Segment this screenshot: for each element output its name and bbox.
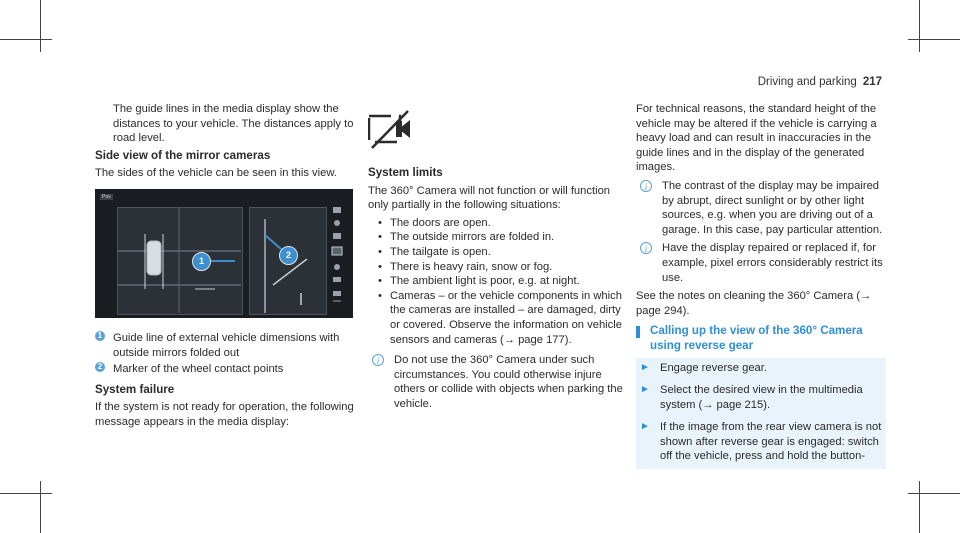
crop-mark — [908, 39, 960, 40]
step-arrow-icon: ► — [640, 361, 650, 373]
camera-screen-image — [95, 189, 353, 318]
middle-column — [368, 108, 624, 416]
left-column-lower — [95, 331, 357, 433]
crop-mark — [0, 493, 52, 494]
crop-mark — [919, 481, 920, 533]
callout-1: 1 — [192, 252, 211, 271]
cleaning-text: See the notes on cleaning the 360° Camera (→ page 294). — [636, 290, 872, 317]
caption-1: Guide line of external vehicle dimensions with outside mirrors folded out — [113, 332, 340, 359]
crop-mark — [908, 493, 960, 494]
side-view-text: The sides of the vehicle can be seen in this view. — [95, 167, 337, 180]
step-text: Select the desired view in the multimedia system (→ page 215). — [660, 384, 863, 411]
camera-overlay — [95, 189, 353, 318]
failure-text: If the system is not ready for operation, the following message appears in the media display: — [95, 401, 354, 428]
screen-tag: Pos — [102, 194, 111, 200]
limits-note: Do not use the 360° Camera under such circumstances. You could otherwise injure others or collide with objects when parking the vehicle. — [394, 354, 623, 410]
list-item: • The tailgate is open. — [368, 245, 624, 260]
crop-mark — [40, 481, 41, 533]
right-column — [636, 102, 886, 469]
failure-heading: System failure — [95, 382, 175, 396]
step-arrow-icon: ► — [640, 421, 650, 433]
list-item: • The outside mirrors are folded in. — [368, 230, 624, 245]
info-icon: i — [640, 242, 652, 254]
repair-note: Have the display repaired or replaced if, for example, pixel errors considerably restrict its use. — [662, 242, 883, 284]
side-view-heading: Side view of the mirror cameras — [95, 148, 271, 162]
camera-off-icon — [368, 108, 414, 152]
contrast-note: The contrast of the display may be impaired by abrupt, direct sunlight or by other light sources, e.g. when you are driving out of a garage. In this case, pay particular attention. — [662, 179, 883, 236]
vehicle-top-view — [147, 241, 161, 275]
calling-heading: Calling up the view of the 360° Camera using reverse gear — [636, 324, 886, 353]
step-1 — [636, 358, 886, 381]
section-title: Driving and parking — [757, 76, 857, 88]
caption-2: Marker of the wheel contact points — [113, 363, 284, 376]
limits-intro: The 360° Camera will not function or will function only partially in the following situations: — [368, 184, 611, 212]
list-item: • Cameras – or the vehicle components in which the cameras are installed – are damaged, dirty or covered. Observe the information on vehicle sensors and cameras (→ page 177). — [368, 289, 624, 347]
crop-mark — [40, 0, 41, 52]
limits-heading: System limits — [368, 166, 443, 179]
list-item: • The doors are open. — [368, 216, 624, 231]
crop-mark — [919, 0, 920, 52]
step-3 — [636, 417, 886, 469]
list-item: • The ambient light is poor, e.g. at night. — [368, 274, 624, 289]
intro-text: The guide lines in the media display show the distances to your vehicle. The distances apply to road level. — [113, 103, 354, 145]
limits-list — [368, 216, 624, 347]
step-2 — [636, 380, 886, 417]
step-arrow-icon: ► — [640, 384, 650, 396]
crop-mark — [0, 39, 52, 40]
info-icon: i — [640, 180, 652, 192]
callout-1-marker: 1 — [95, 331, 105, 341]
running-header — [758, 76, 882, 88]
step-text: If the image from the rear view camera is not shown after reverse gear is engaged: switch off the vehicle, press and hold the button- — [660, 421, 882, 463]
callout-2: 2 — [279, 246, 298, 265]
left-column — [95, 102, 355, 184]
technical-text: For technical reasons, the standard height of the vehicle may be altered if the vehicle is carrying a heavy load and can result in inaccuracies in the guide lines and in the display of the generated images. — [636, 103, 877, 174]
page-number: 217 — [862, 76, 882, 88]
info-icon: i — [372, 354, 384, 366]
callout-2-marker: 2 — [95, 362, 105, 372]
list-item: • There is heavy rain, snow or fog. — [368, 260, 624, 275]
step-text: Engage reverse gear. — [660, 361, 767, 374]
